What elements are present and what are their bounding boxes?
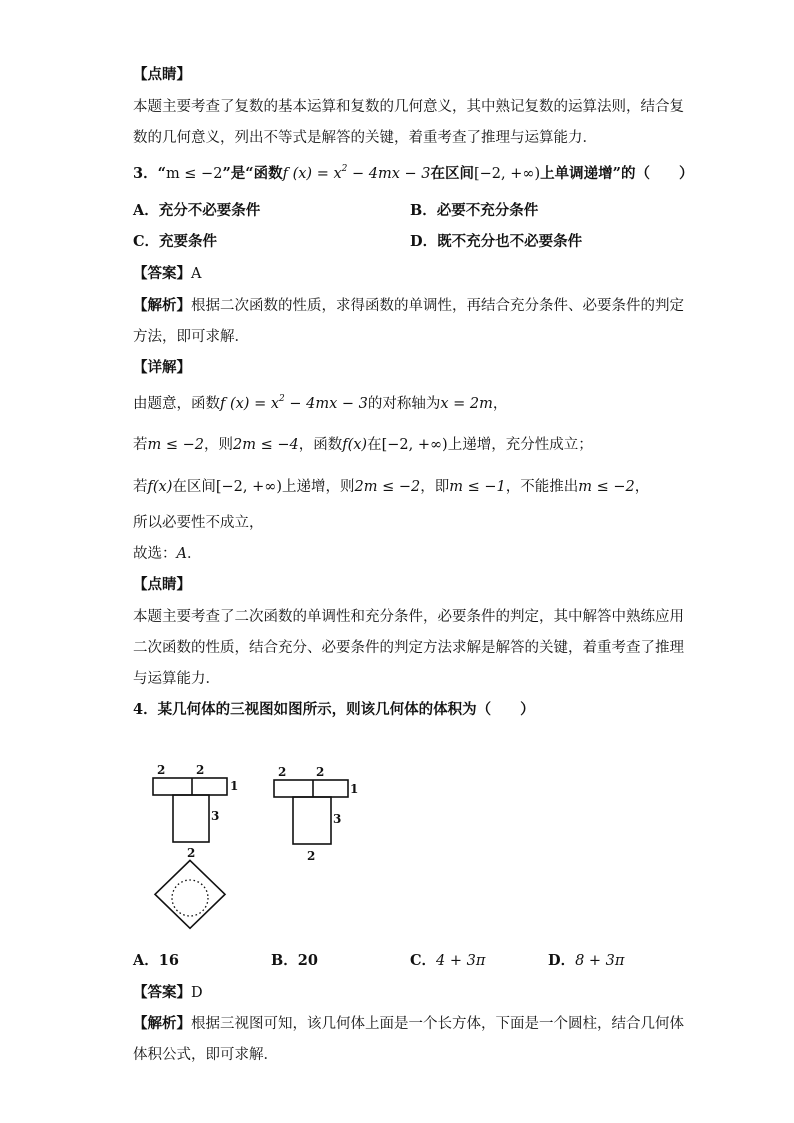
front-view-label-side: 1	[230, 779, 239, 793]
q3-dianjing-heading: 【点睛】	[133, 576, 191, 593]
q3-stem: 3．“m ≤ −2”是“函数f $(x) = x^2 - 4mx - 3$在区间[−2, +∞)上单调递增”的（ ）	[133, 164, 694, 182]
dianjing-prev-line-2: 数的几何意义，列出不等式是解答的关键，着重考查了推理与运算能力．	[133, 130, 597, 146]
side-view-label-top-left: 2	[278, 765, 287, 779]
front-view-label-top-left: 2	[157, 763, 166, 777]
top-view-square	[155, 860, 225, 928]
q4-stem: 4．某几何体的三视图如图所示，则该几何体的体积为（ ）	[133, 701, 535, 718]
q3-detail-line-3: 若f(x)在区间[−2, +∞)上递增，则2m ≤ −2，即m ≤ −1，不能推出m ≤ −2，	[133, 479, 650, 495]
side-view-cuboid	[274, 780, 348, 797]
q4-analysis-line-2: 体积公式，即可求解．	[133, 1047, 278, 1063]
front-view-label-top-right: 2	[196, 763, 205, 777]
top-view	[155, 860, 225, 928]
q4-option-c[interactable]: C．4 + 3π	[410, 952, 486, 969]
three-view-figure	[140, 750, 380, 930]
q4-analysis-line-1: 【解析】根据三视图可知，该几何体上面是一个长方体，下面是一个圆柱，结合几何体	[133, 1015, 684, 1032]
dianjing-heading-prev: 【点睛】	[133, 66, 191, 83]
front-view-label-bottom: 2	[187, 846, 196, 860]
q3-detail-heading: 【详解】	[133, 359, 191, 376]
q3-interval-math: [−2, +∞)	[474, 166, 541, 182]
q4-answer: 【答案】D	[133, 984, 203, 1001]
top-view-circle	[172, 880, 208, 916]
q3-dianjing-line-3: 与运算能力．	[133, 671, 220, 687]
q3-condition-math: m ≤ −2	[165, 166, 223, 182]
q3-detail-line-2: 若m ≤ −2，则2m ≤ −4，函数f(x)在[−2, +∞)上递增，充分性成立；	[133, 437, 593, 453]
q3-detail-line-1: 由题意，函数f $(x) = x^2 - 4mx - 3$的对称轴为x = 2m，	[133, 394, 508, 412]
q3-option-b[interactable]: B．必要不充分条件	[410, 202, 539, 219]
q4-option-d[interactable]: D．8 + 3π	[548, 952, 625, 969]
side-view-label-side: 1	[350, 782, 359, 796]
q3-detail-line-5: 故选：A．	[133, 546, 202, 562]
side-view-label-bottom: 2	[307, 849, 316, 863]
q3-analysis-line-1: 【解析】根据二次函数的性质，求得函数的单调性，再结合充分条件、必要条件的判定	[133, 297, 684, 314]
q3-analysis-line-2: 方法，即可求解．	[133, 329, 249, 345]
front-view-cylinder	[173, 795, 209, 842]
q3-option-c[interactable]: C．充要条件	[133, 233, 218, 250]
q4-option-a[interactable]: A．16	[133, 952, 179, 969]
front-view-cuboid	[153, 778, 227, 795]
q4-option-b[interactable]: B．20	[271, 952, 318, 969]
side-view-cylinder	[293, 797, 331, 844]
side-view-label-height: 3	[333, 812, 342, 826]
dianjing-prev-line-1: 本题主要考查了复数的基本运算和复数的几何意义，其中熟记复数的运算法则，结合复	[133, 99, 684, 115]
q3-function-math: f $(x) = x^2 - 4mx - 3$	[282, 164, 431, 182]
q3-option-a[interactable]: A．充分不必要条件	[133, 202, 261, 219]
q3-option-d[interactable]: D．既不充分也不必要条件	[410, 233, 583, 250]
q3-dianjing-line-2: 二次函数的性质，结合充分、必要条件的判定方法求解是解答的关键，着重考查了推理	[133, 640, 684, 656]
q3-dianjing-line-1: 本题主要考查了二次函数的单调性和充分条件，必要条件的判定，其中解答中熟练应用	[133, 609, 684, 625]
side-view-label-top-right: 2	[316, 765, 325, 779]
front-view-label-height: 3	[211, 809, 220, 823]
q3-answer: 【答案】A	[133, 265, 202, 282]
q3-detail-line-4: 所以必要性不成立，	[133, 515, 264, 531]
